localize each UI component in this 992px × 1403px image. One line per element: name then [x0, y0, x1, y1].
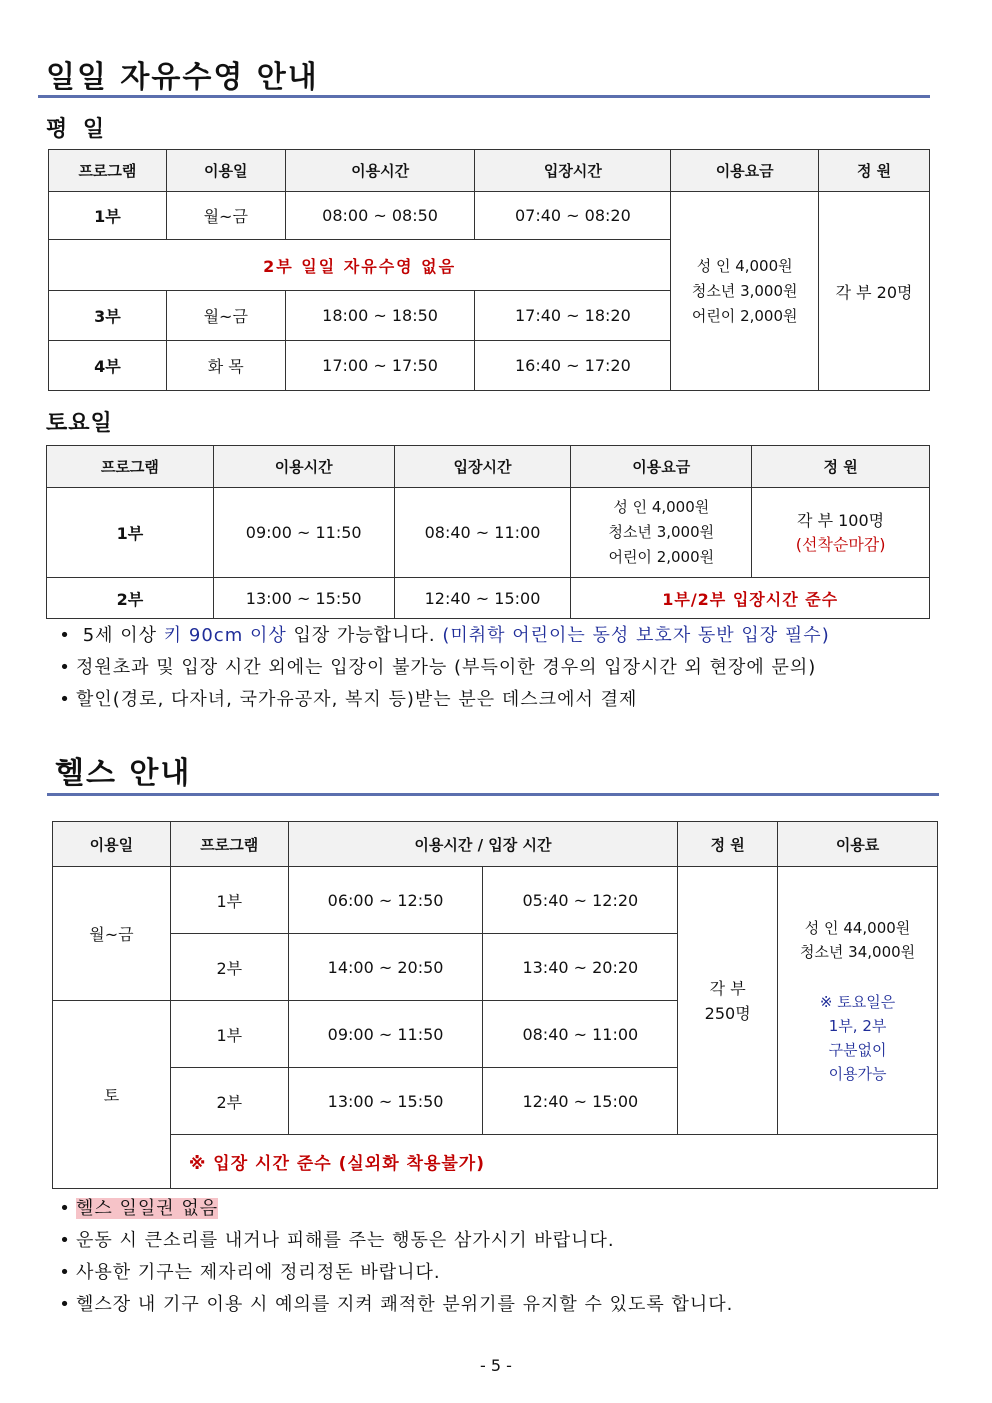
note-text: 입장 가능합니다. — [286, 625, 443, 646]
gym-entry-time-cell: 05:40 ~ 12:20 — [483, 867, 678, 934]
gym-header-fee: 이용료 — [778, 822, 938, 867]
weekday-header-program: 프로그램 — [49, 150, 167, 192]
weekday-header-capacity: 정 원 — [819, 150, 930, 192]
saturday-header-use-time: 이용시간 — [213, 446, 394, 488]
gym-capacity-line2: 250명 — [704, 1003, 751, 1023]
gym-fee-note: 1부, 2부 — [828, 1016, 887, 1035]
gym-header-capacity: 정 원 — [678, 822, 778, 867]
gym-program-cell: 2부 — [170, 1068, 288, 1135]
gym-use-time-cell: 09:00 ~ 11:50 — [288, 1001, 483, 1068]
weekday-fee-youth: 청소년 3,000원 — [691, 281, 798, 300]
gym-title: 헬스 안내 — [55, 756, 192, 791]
weekday-header-fee: 이용요금 — [671, 150, 819, 192]
gym-fee-note: ※ 토요일은 — [819, 992, 896, 1011]
saturday-notice: 1부/2부 입장시간 준수 — [571, 578, 930, 619]
gym-use-time-cell: 14:00 ~ 20:50 — [288, 934, 483, 1001]
gym-entry-time-cell: 12:40 ~ 15:00 — [483, 1068, 678, 1135]
swim-title: 일일 자유수영 안내 — [46, 60, 319, 95]
saturday-heading: 토요일 — [46, 411, 113, 436]
weekday-fee-adult: 성 인 4,000원 — [696, 256, 793, 275]
saturday-table — [46, 445, 930, 619]
gym-entry-time-cell: 13:40 ~ 20:20 — [483, 934, 678, 1001]
saturday-header-entry-time: 입장시간 — [394, 446, 571, 488]
weekday-use-time-cell: 17:00 ~ 17:50 — [285, 341, 475, 391]
weekday-entry-time-cell: 07:40 ~ 08:20 — [475, 192, 671, 240]
list-item: • 할인(경로, 다자녀, 국가유공자, 복지 등)받는 분은 데스크에서 결제 — [54, 684, 830, 716]
gym-weekday-label: 월~금 — [53, 867, 171, 1001]
gym-program-cell: 2부 — [170, 934, 288, 1001]
weekday-header-entry-time: 입장시간 — [475, 150, 671, 192]
gym-table — [52, 821, 938, 1189]
list-item: • 정원초과 및 입장 시간 외에는 입장이 불가능 (부득이한 경우의 입장시간 외 현장에 문의) — [54, 652, 830, 684]
saturday-fee-adult: 성 인 4,000원 — [613, 498, 710, 516]
saturday-use-time-cell: 09:00 ~ 11:50 — [213, 488, 394, 578]
table-row — [53, 867, 938, 934]
list-item: • 사용한 기구는 제자리에 정리정돈 바랍니다. — [54, 1257, 733, 1289]
list-item — [54, 1193, 733, 1225]
list-item: • 운동 시 큰소리를 내거나 피해를 주는 행동은 삼가시기 바랍니다. — [54, 1225, 733, 1257]
saturday-entry-time-cell: 08:40 ~ 11:00 — [394, 488, 571, 578]
weekday-use-time-cell: 08:00 ~ 08:50 — [285, 192, 475, 240]
weekday-entry-time-cell: 17:40 ~ 18:20 — [475, 291, 671, 341]
note-no-daypass: 헬스 일일권 없음 — [76, 1198, 219, 1219]
gym-use-time-cell: 06:00 ~ 12:50 — [288, 867, 483, 934]
saturday-capacity-cell — [752, 488, 930, 578]
page-number: - 5 - — [480, 1356, 512, 1375]
weekday-program-cell: 1부 — [49, 192, 167, 240]
gym-capacity-line1: 각 부 — [709, 978, 746, 998]
gym-fee-cell — [778, 867, 938, 1135]
table-row — [47, 488, 930, 547]
gym-program-cell: 1부 — [170, 867, 288, 934]
weekday-days-cell: 월~금 — [166, 291, 285, 341]
weekday-table — [48, 149, 930, 391]
gym-fee-note: 이용가능 — [828, 1064, 887, 1083]
swim-title-rule — [38, 95, 930, 98]
weekday-use-time-cell: 18:00 ~ 18:50 — [285, 291, 475, 341]
list-item — [54, 620, 830, 652]
gym-notes — [54, 1193, 733, 1321]
gym-use-time-cell: 13:00 ~ 15:50 — [288, 1068, 483, 1135]
gym-header-program: 프로그램 — [170, 822, 288, 867]
list-item: • 헬스장 내 기구 이용 시 예의를 지켜 쾌적한 분위기를 유지할 수 있도록 합니다. — [54, 1289, 733, 1321]
gym-notice: ※ 입장 시간 준수 (실외화 착용불가) — [170, 1135, 937, 1189]
saturday-program-cell: 2부 — [47, 578, 214, 619]
gym-fee-adult: 성 인 44,000원 — [804, 918, 911, 937]
weekday-days-cell: 화 목 — [166, 341, 285, 391]
gym-header-time: 이용시간 / 입장 시간 — [288, 822, 678, 867]
gym-capacity-cell — [678, 867, 778, 1135]
note-highlight-height: 키 90cm 이상 — [163, 625, 287, 646]
weekday-program-cell: 4부 — [49, 341, 167, 391]
note-guardian: (미취학 어린이는 동성 보호자 동반 입장 필수) — [442, 625, 830, 646]
gym-header-days: 이용일 — [53, 822, 171, 867]
gym-title-rule — [47, 793, 939, 796]
swim-notes — [54, 620, 830, 716]
saturday-fee-child: 어린이 2,000원 — [608, 548, 715, 566]
saturday-header-capacity: 정 원 — [752, 446, 930, 488]
weekday-entry-time-cell: 16:40 ~ 17:20 — [475, 341, 671, 391]
weekday-header-days: 이용일 — [166, 150, 285, 192]
weekday-fee-child: 어린이 2,000원 — [691, 306, 798, 325]
saturday-fee-youth: 청소년 3,000원 — [608, 523, 715, 541]
weekday-heading: 평 일 — [46, 117, 109, 142]
weekday-capacity-cell: 각 부 20명 — [819, 192, 930, 391]
table-row — [49, 192, 930, 240]
saturday-capacity: 각 부 100명 — [797, 510, 885, 530]
weekday-program-cell: 3부 — [49, 291, 167, 341]
saturday-entry-time-cell: 12:40 ~ 15:00 — [394, 578, 571, 619]
gym-entry-time-cell: 08:40 ~ 11:00 — [483, 1001, 678, 1068]
note-text: 5세 이상 — [82, 625, 164, 646]
gym-fee-youth: 청소년 34,000원 — [799, 942, 916, 961]
gym-program-cell: 1부 — [170, 1001, 288, 1068]
weekday-days-cell: 월~금 — [166, 192, 285, 240]
gym-fee-note: 구분없이 — [828, 1040, 887, 1059]
saturday-program-cell: 1부 — [47, 488, 214, 578]
saturday-capacity-note: (선착순마감) — [795, 534, 886, 554]
gym-saturday-label: 토 — [53, 1001, 171, 1189]
weekday-fee-cell — [671, 192, 819, 391]
saturday-header-fee: 이용요금 — [571, 446, 752, 488]
saturday-header-program: 프로그램 — [47, 446, 214, 488]
saturday-fee-cell — [571, 488, 752, 578]
saturday-use-time-cell: 13:00 ~ 15:50 — [213, 578, 394, 619]
weekday-notice: 2부 일일 자유수영 없음 — [49, 240, 671, 291]
weekday-header-use-time: 이용시간 — [285, 150, 475, 192]
table-row — [47, 578, 930, 619]
